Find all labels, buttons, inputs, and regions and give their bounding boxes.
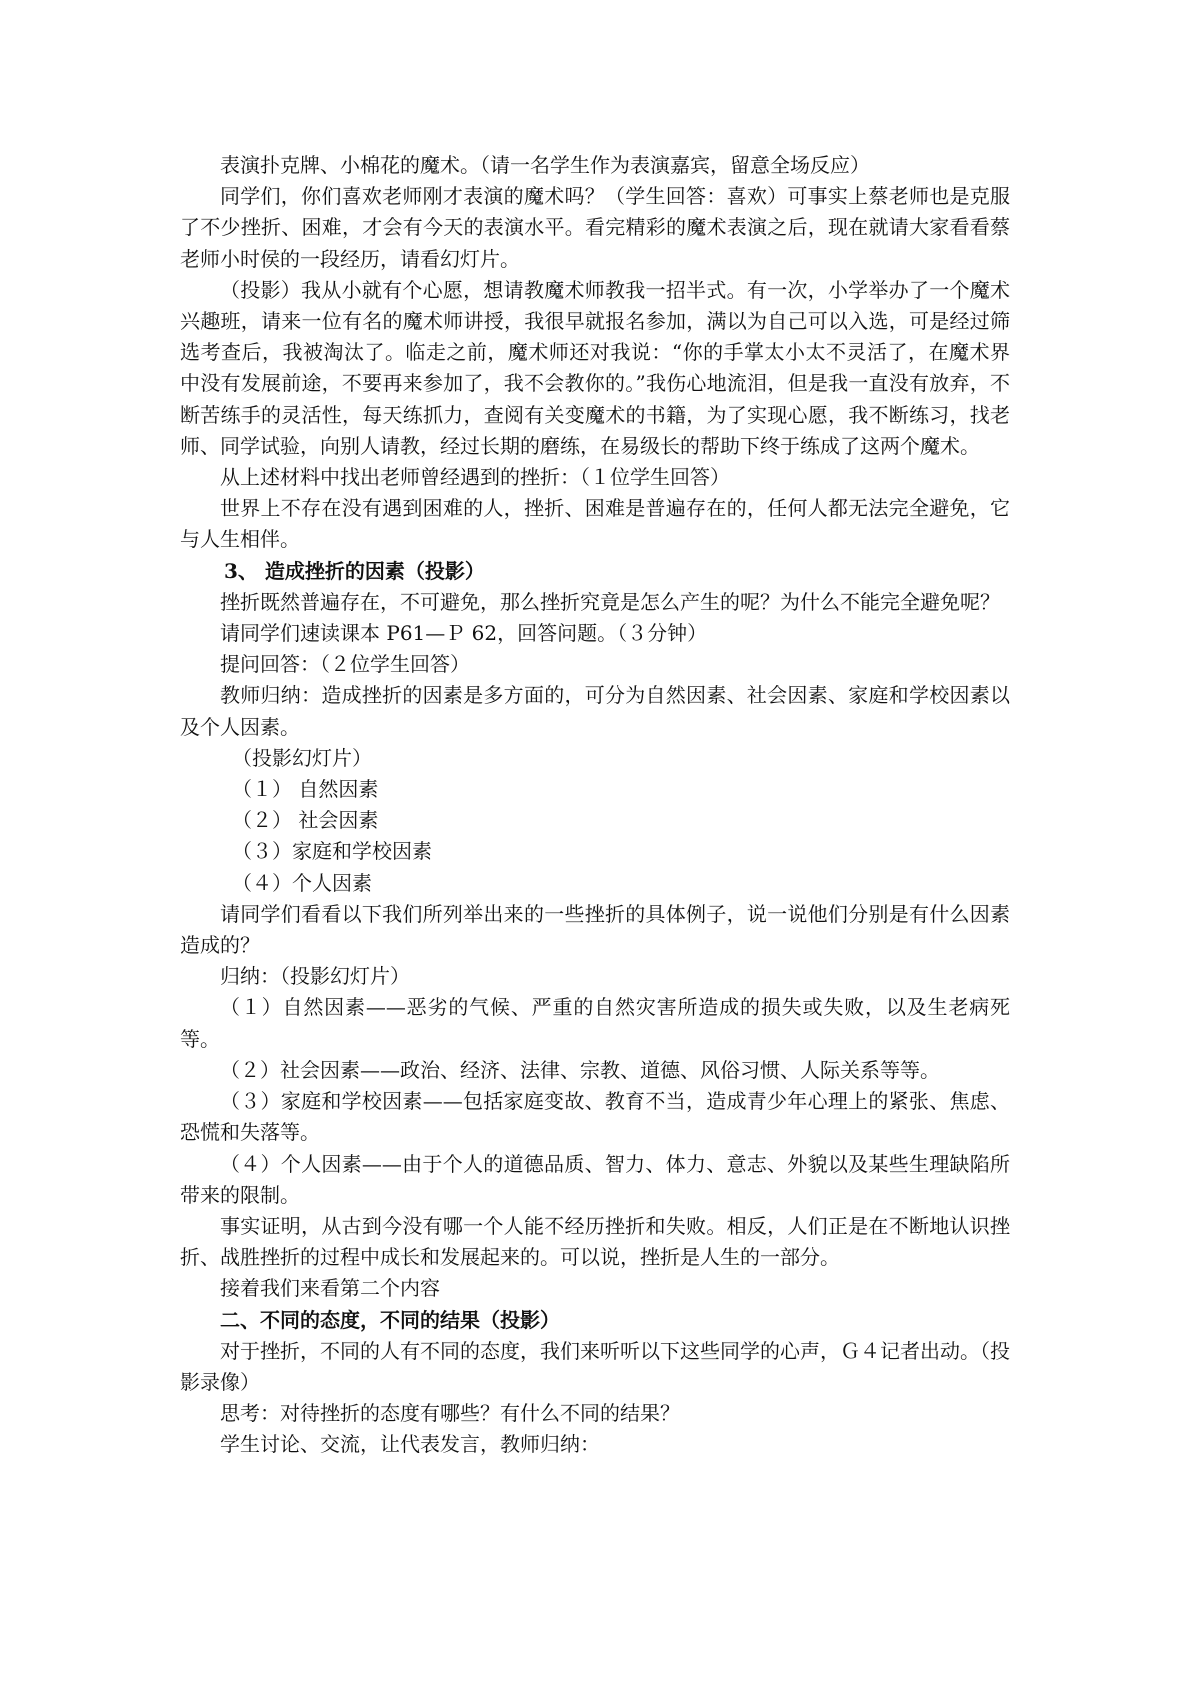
list-item: （４）个人因素 — [232, 870, 372, 895]
list-item: （２） 社会因素 — [232, 808, 379, 833]
paragraph: 教师归纳：造成挫折的因素是多方面的，可分为自然因素、社会因素、家庭和学校因素以及个人因素。 — [180, 683, 1010, 739]
paragraph: 事实证明，从古到今没有哪一个人能不经历挫折和失败。相反，人们正是在不断地认识挫折、战胜挫折的过程中成长和发展起来的。可以说，挫折是人生的一部分。 — [180, 1213, 1010, 1270]
paragraph: 提问回答：（２位学生回答） — [220, 652, 470, 677]
list-item: （３）家庭和学校因素——包括家庭变故、教育不当，造成青少年心理上的紧张、焦虑、恐慌和失落等。 — [180, 1089, 1010, 1145]
list-item: （３）家庭和学校因素 — [232, 839, 432, 864]
paragraph: 表演扑克牌、小棉花的魔术。（请一名学生作为表演嘉宾，留意全场反应） — [220, 153, 870, 177]
section-heading: 3、 造成挫折的因素（投影） — [224, 558, 485, 583]
paragraph: （投影）我从小就有个心愿，想请教魔术师教我一招半式。有一次，小学举办了一个魔术兴趣班，请来一位有名的魔术师讲授，我很早就报名参加，满以为自己可以入选，可是经过筛选考查后，我被淘汰了。临走之前，魔术师还对我说：“你的手掌太小太不灵活了，在魔术界中没有发展前途，不要再来参加了，我不会教你的。”我伤心地流泪，但是我一直没有放弃，不断苦练手的灵活性，每天练抓力，查阅有关变魔术的书籍，为了实现心愿，我不断练习，找老师、同学试验，向别人请教，经过长期的磨练，在易级长的帮助下终于练成了这两个魔术。 — [180, 277, 1010, 458]
list-item: （４）个人因素——由于个人的道德品质、智力、体力、意志、外貌以及某些生理缺陷所带来的限制。 — [180, 1151, 1010, 1207]
document-page — [180, 150, 1010, 1461]
paragraph: 归纳：（投影幻灯片） — [220, 964, 410, 989]
paragraph: 思考：对待挫折的态度有哪些？有什么不同的结果？ — [220, 1401, 680, 1426]
list-item: （１） 自然因素 — [232, 777, 379, 802]
paragraph: 学生讨论、交流，让代表发言，教师归纳： — [220, 1432, 600, 1457]
paragraph: 同学们，你们喜欢老师刚才表演的魔术吗？（学生回答：喜欢）可事实上蔡老师也是克服了不少挫折、困难，才会有今天的表演水平。看完精彩的魔术表演之后，现在就请大家看看蔡老师小时侯的一段经历，请看幻灯片。 — [180, 184, 1010, 271]
paragraph: （投影幻灯片） — [232, 745, 372, 770]
section-heading: 二、不同的态度，不同的结果（投影） — [220, 1307, 560, 1332]
paragraph: 接着我们来看第二个内容 — [220, 1276, 440, 1301]
paragraph: 从上述材料中找出老师曾经遇到的挫折：（１位学生回答） — [220, 465, 730, 490]
paragraph: 请同学们看看以下我们所列举出来的一些挫折的具体例子，说一说他们分别是有什么因素造成的？ — [180, 901, 1010, 958]
list-item: （１）自然因素——恶劣的气候、严重的自然灾害所造成的损失或失败，以及生老病死等。 — [180, 995, 1010, 1051]
paragraph: 世界上不存在没有遇到困难的人，挫折、困难是普遍存在的，任何人都无法完全避免，它与人生相伴。 — [180, 496, 1010, 552]
paragraph: 挫折既然普遍存在，不可避免，那么挫折究竟是怎么产生的呢？为什么不能完全避免呢？ — [220, 589, 1000, 614]
paragraph: 对于挫折，不同的人有不同的态度，我们来听听以下这些同学的心声，Ｇ４记者出动。（投影录像） — [180, 1338, 1010, 1394]
list-item: （２）社会因素——政治、经济、法律、宗教、道德、风俗习惯、人际关系等等。 — [220, 1057, 940, 1082]
paragraph: 请同学们速读课本 P61—Ｐ 62，回答问题。（３分钟） — [220, 621, 708, 646]
